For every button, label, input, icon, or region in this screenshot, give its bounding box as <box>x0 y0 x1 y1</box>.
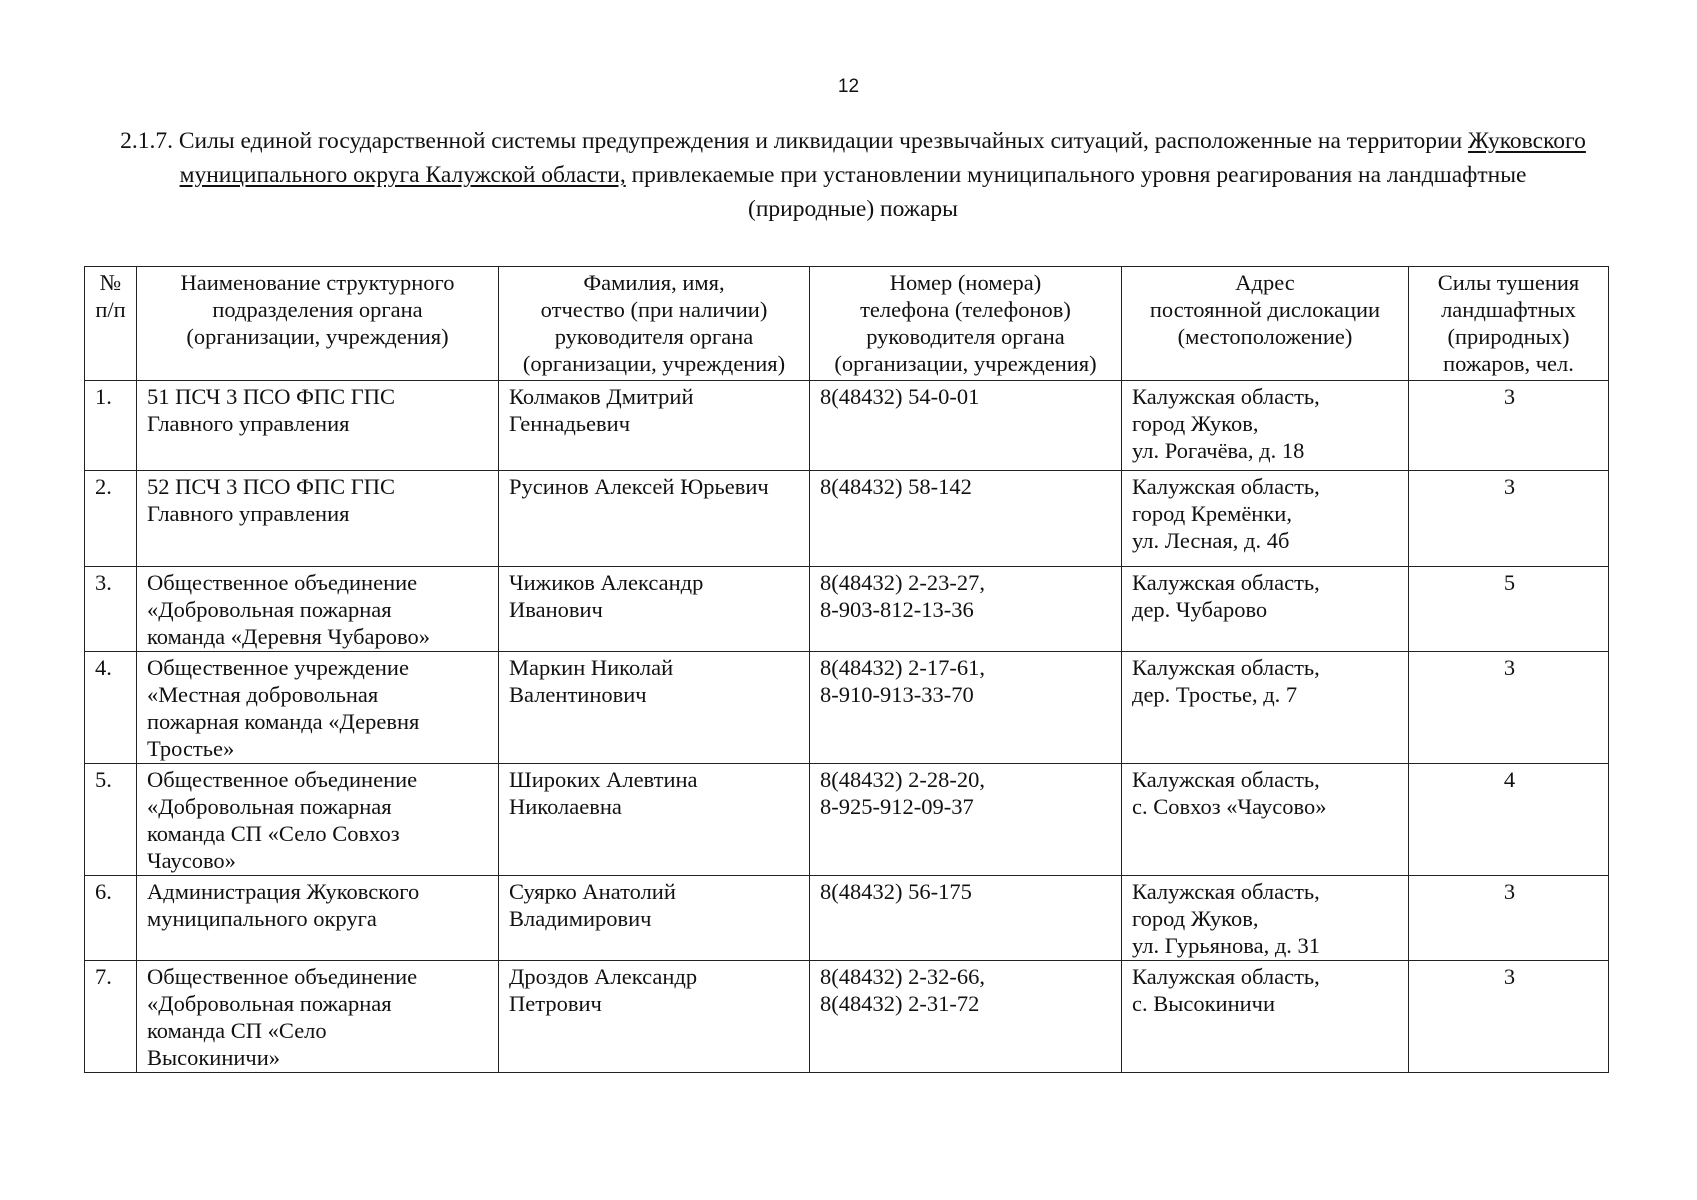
cell-num: 5. <box>85 764 137 876</box>
header-address-line: постоянной дислокации <box>1149 297 1381 322</box>
cell-unit <box>137 471 499 567</box>
cell-address-line: Калужская область, <box>1132 655 1320 680</box>
header-phone <box>810 267 1122 381</box>
table-row <box>85 961 1609 1073</box>
header-head <box>499 267 810 381</box>
header-address-line: Адрес <box>1235 270 1295 295</box>
header-forces-line: (природных) <box>1447 324 1570 349</box>
cell-phone-line: 8-903-812-13-36 <box>820 597 974 622</box>
cell-head <box>499 764 810 876</box>
cell-num: 6. <box>85 876 137 961</box>
header-address-line: (местоположение) <box>1177 324 1353 349</box>
cell-address <box>1122 961 1409 1073</box>
forces-table <box>84 266 1609 1073</box>
cell-unit-line: Администрация Жуковского <box>147 879 420 904</box>
cell-phone-line: 8(48432) 2-23-27, <box>820 570 985 595</box>
cell-unit-line: 52 ПСЧ 3 ПСО ФПС ГПС <box>147 474 395 499</box>
cell-unit-line: Общественное объединение <box>147 767 418 792</box>
table-row <box>85 471 1609 567</box>
cell-unit-line: пожарная команда «Деревня <box>147 709 420 734</box>
cell-forces: 3 <box>1409 652 1609 764</box>
header-forces-line: ландшафтных <box>1441 297 1576 322</box>
header-num-line: № <box>99 270 122 295</box>
cell-address <box>1122 567 1409 652</box>
cell-address-line: дер. Тростье, д. 7 <box>1132 682 1298 707</box>
cell-unit-line: команда «Деревня Чубарово» <box>147 624 430 649</box>
cell-unit <box>137 381 499 471</box>
cell-phone-line: 8(48432) 2-31-72 <box>820 991 980 1016</box>
header-forces-line: Силы тушения <box>1437 270 1580 295</box>
cell-address <box>1122 471 1409 567</box>
cell-head <box>499 471 810 567</box>
cell-head-line: Николаевна <box>509 794 622 819</box>
cell-unit <box>137 961 499 1073</box>
cell-address <box>1122 876 1409 961</box>
header-phone-line: Номер (номера) <box>889 270 1042 295</box>
header-num-line: п/п <box>95 297 126 322</box>
cell-head-line: Валентинович <box>509 682 647 707</box>
header-head-line: (организации, учреждения) <box>522 351 786 376</box>
cell-unit <box>137 876 499 961</box>
cell-phone <box>810 876 1122 961</box>
cell-num: 4. <box>85 652 137 764</box>
cell-address <box>1122 652 1409 764</box>
cell-address-line: Калужская область, <box>1132 384 1320 409</box>
cell-address-line: ул. Гурьянова, д. 31 <box>1132 933 1321 958</box>
header-forces <box>1409 267 1609 381</box>
cell-head <box>499 381 810 471</box>
cell-phone-line: 8(48432) 2-17-61, <box>820 655 985 680</box>
cell-address <box>1122 381 1409 471</box>
cell-head-line: Суярко Анатолий <box>509 879 676 904</box>
cell-unit-line: «Добровольная пожарная <box>147 597 392 622</box>
header-phone-line: телефона (телефонов) <box>860 297 1071 322</box>
cell-head <box>499 876 810 961</box>
cell-address-line: Калужская область, <box>1132 767 1320 792</box>
header-unit-line: подразделения органа <box>212 297 423 322</box>
cell-head <box>499 567 810 652</box>
cell-phone-line: 8(48432) 2-28-20, <box>820 767 985 792</box>
cell-head-line: Широких Алевтина <box>509 767 698 792</box>
cell-phone <box>810 652 1122 764</box>
table-body <box>85 381 1609 1073</box>
header-num <box>85 267 137 381</box>
cell-forces: 3 <box>1409 876 1609 961</box>
cell-address-line: дер. Чубарово <box>1132 597 1268 622</box>
header-forces-line: пожаров, чел. <box>1443 351 1574 376</box>
cell-unit <box>137 764 499 876</box>
cell-unit-line: муниципального округа <box>147 906 377 931</box>
cell-unit-line: Общественное учреждение <box>147 655 409 680</box>
cell-phone <box>810 381 1122 471</box>
cell-address-line: ул. Лесная, д. 4б <box>1132 528 1290 553</box>
header-head-line: Фамилия, имя, <box>583 270 725 295</box>
cell-head <box>499 652 810 764</box>
cell-address-line: город Жуков, <box>1132 411 1259 436</box>
cell-address-line: Калужская область, <box>1132 474 1320 499</box>
cell-head-line: Маркин Николай <box>509 655 674 680</box>
cell-unit-line: «Добровольная пожарная <box>147 991 392 1016</box>
table-row <box>85 567 1609 652</box>
cell-unit <box>137 567 499 652</box>
cell-forces: 3 <box>1409 381 1609 471</box>
cell-num: 3. <box>85 567 137 652</box>
section-title <box>120 124 1586 226</box>
cell-address-line: город Жуков, <box>1132 906 1259 931</box>
cell-phone-line: 8(48432) 56-175 <box>820 879 972 904</box>
cell-address-line: с. Совхоз «Чаусово» <box>1132 794 1327 819</box>
title-part-1: 2.1.7. Силы единой государственной системы предупреждения и ликвидации чрезвычайных ситуаций, расположенные на территории <box>120 128 1469 154</box>
table-row <box>85 652 1609 764</box>
cell-phone-line: 8-910-913-33-70 <box>820 682 974 707</box>
cell-address-line: Калужская область, <box>1132 964 1320 989</box>
header-phone-line: (организации, учреждения) <box>834 351 1097 376</box>
cell-num: 2. <box>85 471 137 567</box>
cell-unit-line: Высокиничи» <box>147 1045 281 1070</box>
table-row <box>85 764 1609 876</box>
cell-address-line: Калужская область, <box>1132 879 1320 904</box>
title-underlined: Жуковского муниципального округа Калужской области, <box>179 128 1586 188</box>
cell-forces: 3 <box>1409 961 1609 1073</box>
cell-num: 1. <box>85 381 137 471</box>
cell-unit-line: команда СП «Село <box>147 1018 327 1043</box>
cell-head-line: Чижиков Александр <box>509 570 704 595</box>
cell-forces: 5 <box>1409 567 1609 652</box>
table-row <box>85 381 1609 471</box>
cell-unit-line: Общественное объединение <box>147 570 418 595</box>
cell-unit-line: Главного управления <box>147 411 350 436</box>
cell-phone-line: 8-925-912-09-37 <box>820 794 974 819</box>
cell-phone-line: 8(48432) 2-32-66, <box>820 964 985 989</box>
cell-phone-line: 8(48432) 58-142 <box>820 474 972 499</box>
header-unit-line: Наименование структурного <box>180 270 455 295</box>
cell-phone <box>810 764 1122 876</box>
cell-unit-line: Общественное объединение <box>147 964 418 989</box>
cell-head <box>499 961 810 1073</box>
table-header-row <box>85 267 1609 381</box>
cell-address-line: Калужская область, <box>1132 570 1320 595</box>
header-head-line: руководителя органа <box>554 324 754 349</box>
cell-phone-line: 8(48432) 54-0-01 <box>820 384 980 409</box>
header-phone-line: руководителя органа <box>866 324 1065 349</box>
cell-unit-line: Главного управления <box>147 501 350 526</box>
cell-head-line: Владимирович <box>509 906 652 931</box>
cell-unit <box>137 652 499 764</box>
cell-address-line: с. Высокиничи <box>1132 991 1276 1016</box>
header-head-line: отчество (при наличии) <box>540 297 768 322</box>
cell-unit-line: «Добровольная пожарная <box>147 794 392 819</box>
cell-unit-line: Тростье» <box>147 736 235 761</box>
cell-forces: 3 <box>1409 471 1609 567</box>
header-unit-line: (организации, учреждения) <box>186 324 449 349</box>
cell-head-line: Петрович <box>509 991 602 1016</box>
cell-head-line: Дроздов Александр <box>509 964 698 989</box>
cell-phone <box>810 471 1122 567</box>
cell-unit-line: команда СП «Село Совхоз <box>147 821 400 846</box>
cell-forces: 4 <box>1409 764 1609 876</box>
cell-address <box>1122 764 1409 876</box>
cell-address-line: город Кремёнки, <box>1132 501 1292 526</box>
cell-head-line: Геннадьевич <box>509 411 631 436</box>
cell-address-line: ул. Рогачёва, д. 18 <box>1132 438 1305 463</box>
cell-head-line: Колмаков Дмитрий <box>509 384 694 409</box>
title-part-2: привлекаемые при установлении муниципального уровня реагирования на ландшафтные (природные) пожары <box>625 162 1527 222</box>
cell-head-line: Иванович <box>509 597 603 622</box>
header-unit <box>137 267 499 381</box>
cell-unit-line: 51 ПСЧ 3 ПСО ФПС ГПС <box>147 384 395 409</box>
table-row <box>85 876 1609 961</box>
cell-head-line: Русинов Алексей Юрьевич <box>509 474 769 499</box>
cell-phone <box>810 961 1122 1073</box>
cell-unit-line: «Местная добровольная <box>147 682 379 707</box>
cell-num: 7. <box>85 961 137 1073</box>
cell-unit-line: Чаусово» <box>147 848 236 873</box>
page-number: 12 <box>837 76 860 97</box>
cell-phone <box>810 567 1122 652</box>
header-address <box>1122 267 1409 381</box>
